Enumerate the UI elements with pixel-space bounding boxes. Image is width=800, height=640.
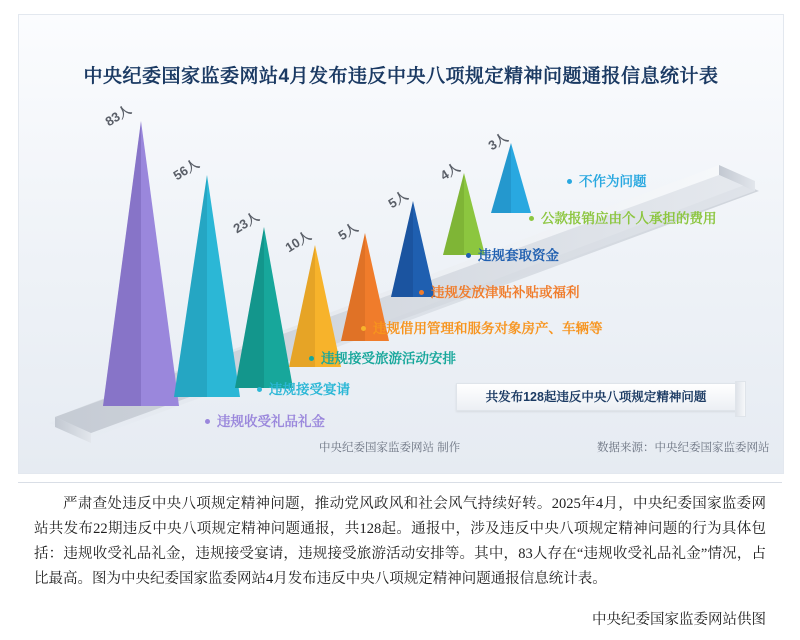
value-label: 10人 [282,227,314,256]
callout-label-5: 违规发放津贴补贴或福利 [431,285,580,300]
callout-label-2: 违规接受宴请 [269,382,350,397]
callout-dot-2 [257,387,262,392]
article-paragraph: 严肃查处违反中央八项规定精神问题，推动党风政风和社会风气持续好转。2025年4月，中央纪委国家监委网站共发布22期违反中央八项规定精神问题通报，共128起。通报中，涉及违反中央八项规定精神问题的行为具体包括：违规收受礼品礼金，违规接受宴请，违规接受旅游活动安排等。其中，83人存在“违规收受礼品礼金”情况，占比最高。图为中央纪委国家监委网站4月发布违反中央八项规定精神问题通报信息统计表。 [34,496,766,587]
value-label: 3人 [485,129,511,154]
source-note: 数据来源：中央纪委国家监委网站 [597,442,770,454]
callout-label-7: 公款报销应由个人承担的费用 [541,211,717,226]
pyramid-value-4 [282,227,318,256]
callout-label-3: 违规接受旅游活动安排 [321,351,456,366]
callout-dot-7 [529,216,534,221]
pyramid-bar-6 [391,201,435,297]
chart-panel [18,14,784,474]
callout-dot-3 [309,356,314,361]
pyramid-value-5 [335,219,364,244]
value-label: 5人 [385,187,411,212]
value-label: 5人 [335,219,361,244]
callout-dot-5 [419,290,424,295]
callout-dot-1 [205,419,210,424]
callout-label-1: 违规收受礼品礼金 [217,414,325,429]
producer-note: 中央纪委国家监委网站 制作 [319,442,461,454]
pyramid-value-3 [230,208,266,237]
value-label: 56人 [170,155,202,184]
chart-title: 中央纪委国家监委网站4月发布违反中央八项规定精神问题通报信息统计表 [83,66,719,87]
value-label: 4人 [437,159,463,184]
callout-dot-4 [361,326,366,331]
callout-dot-8 [567,179,572,184]
summary-banner-tail [735,381,746,417]
article-signature: 中央纪委国家监委网站供图 [592,612,766,628]
pyramid-bar-7 [443,173,485,255]
pyramid-value-2 [170,155,206,184]
pyramid-value-6 [385,187,414,212]
section-divider [18,482,782,483]
callout-label-8: 不作为问题 [579,174,647,189]
pyramid-value-8 [485,129,514,154]
callout-dot-6 [466,253,471,258]
pyramid-bar-3 [235,227,293,388]
pyramid-value-7 [437,159,466,184]
callout-label-6: 违规套取资金 [478,248,559,263]
value-label: 23人 [230,208,262,237]
pyramid-bar-2 [174,175,240,397]
value-label: 83人 [102,101,134,130]
summary-banner-text: 共发布128起违反中央八项规定精神问题 [485,390,707,404]
callout-label-4: 违规借用管理和服务对象房产、车辆等 [373,321,603,336]
pyramid-bar-1 [103,121,179,406]
pyramid-value-1 [102,101,138,130]
article-body [34,492,766,592]
